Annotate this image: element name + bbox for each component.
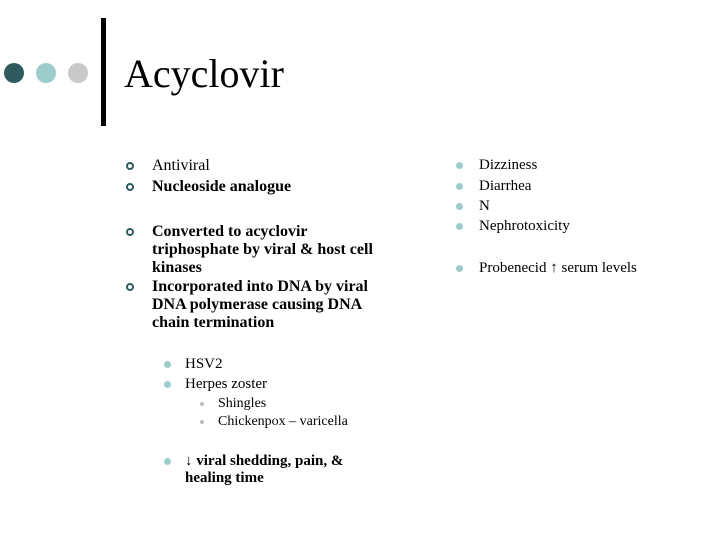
filled-bullet-icon [456,223,463,230]
right-bullet-text: N [479,198,490,214]
sub-bullet-hsv2 [164,356,223,373]
sub-sub-bullet-chickenpox [200,414,348,430]
filled-bullet-icon [164,361,171,368]
sub-sub-bullet-text: Chickenpox – varicella [218,414,348,429]
bullet-text: Incorporated into DNA by viral DNA polymerase causing DNA chain termination [152,278,368,331]
title-divider [101,18,106,126]
bullet-incorporated [126,278,392,332]
bullet-text: Antiviral [152,157,210,174]
right-bullet-probenecid [456,260,637,277]
slide-title: Acyclovir [124,51,284,96]
filled-bullet-icon [164,458,171,465]
small-bullet-icon [200,402,204,406]
filled-bullet-icon [456,265,463,272]
ring-bullet-icon [126,228,134,236]
decor-dot-gray [68,63,88,83]
small-bullet-icon [200,420,204,424]
filled-bullet-icon [456,203,463,210]
right-bullet-text: Diarrhea [479,178,532,194]
sub-bullet-effect [164,453,380,487]
bullet-text: Converted to acyclovir triphosphate by viral & host cell kinases [152,223,373,276]
sub-bullet-text: HSV2 [185,356,223,372]
ring-bullet-icon [126,162,134,170]
filled-bullet-icon [164,381,171,388]
bullet-antiviral [126,157,210,175]
right-bullet-text: Probenecid ↑ serum levels [479,260,637,276]
ring-bullet-icon [126,183,134,191]
sub-sub-bullet-text: Shingles [218,396,267,411]
decor-dot-dark [4,63,24,83]
bullet-converted [126,223,387,277]
right-bullet-diarrhea [456,178,531,195]
sub-bullet-text: ↓ viral shedding, pain, & healing time [185,453,344,486]
sub-sub-bullet-shingles [200,396,266,412]
right-bullet-text: Nephrotoxicity [479,218,570,234]
right-bullet-text: Dizziness [479,157,538,173]
sub-bullet-herpes-zoster [164,376,267,393]
bullet-text: Nucleoside analogue [152,178,292,195]
filled-bullet-icon [456,162,463,169]
decor-dot-light [36,63,56,83]
filled-bullet-icon [456,183,463,190]
right-bullet-dizziness [456,157,537,174]
right-bullet-nephrotoxicity [456,218,570,235]
bullet-nucleoside [126,178,291,196]
sub-bullet-text: Herpes zoster [185,376,268,392]
right-bullet-n [456,198,490,215]
ring-bullet-icon [126,283,134,291]
